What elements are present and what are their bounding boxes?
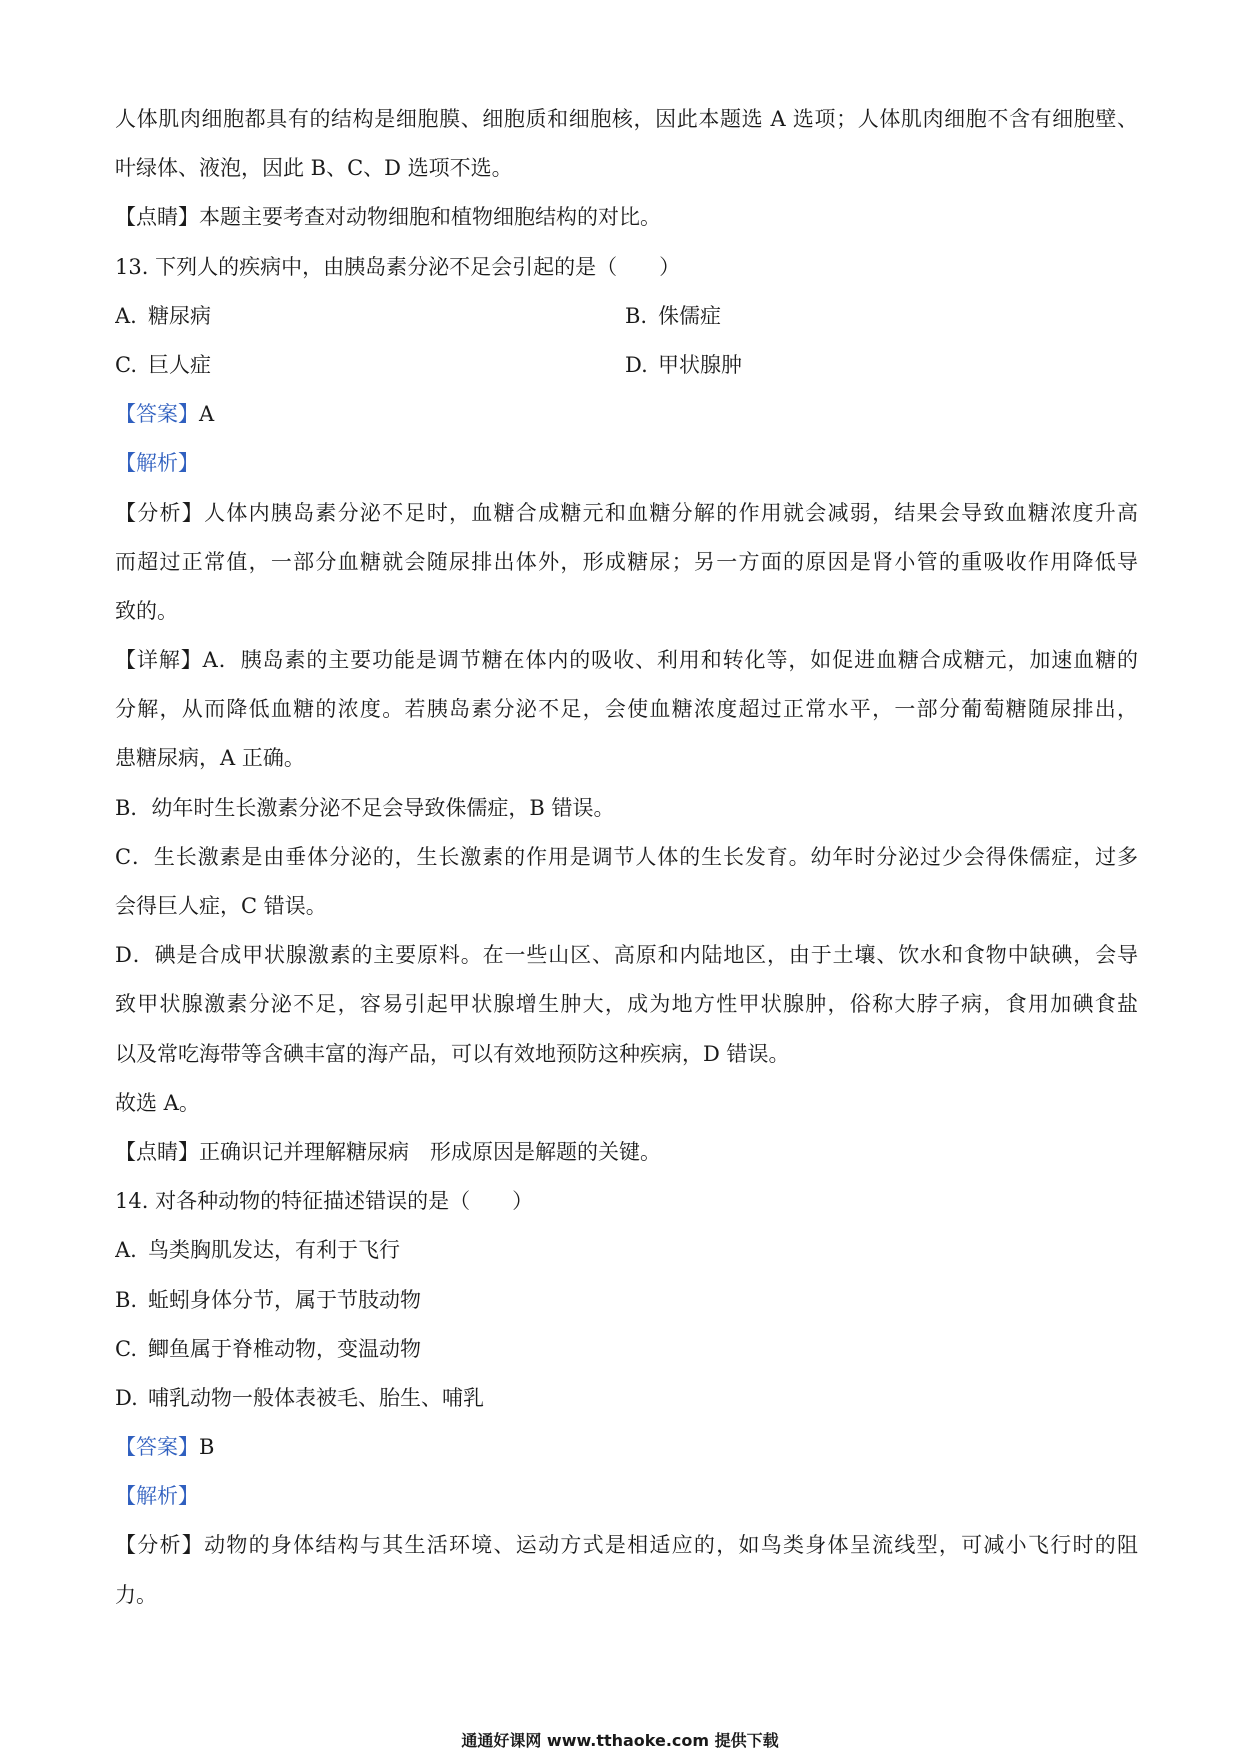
- option-text: 糖尿病: [148, 303, 211, 328]
- answer-line: [115, 1423, 1138, 1472]
- answer-label: 【答案】: [115, 402, 199, 427]
- option-label: A.: [115, 303, 137, 328]
- key-point-line: 【点睛】正确识记并理解糖尿病 形成原因是解题的关键。: [115, 1139, 661, 1164]
- solution-label: 【解析】: [115, 451, 199, 476]
- option-d: [115, 1374, 1138, 1423]
- option-label: B.: [625, 303, 648, 328]
- option-label: D.: [625, 352, 648, 377]
- option-label: A.: [115, 1238, 137, 1263]
- option-label: B.: [115, 1287, 138, 1312]
- option-text: 哺乳动物一般体表被毛、胎生、哺乳: [148, 1385, 484, 1410]
- solution-line: D．碘是合成甲状腺激素的主要原料。在一些山区、高原和内陆地区，由于土壤、饮水和食物中缺碘，会导: [115, 943, 1138, 968]
- option-c: [115, 1325, 1138, 1374]
- document-page: [115, 95, 1138, 1620]
- key-point-line: 【点睛】本题主要考查对动物细胞和植物细胞结构的对比。: [115, 205, 661, 230]
- option-b: [115, 1276, 1138, 1325]
- solution-line: 【分析】动物的身体结构与其生活环境、运动方式是相适应的，如鸟类身体呈流线型，可减小飞行时的阻: [115, 1533, 1138, 1558]
- option-label: D.: [115, 1385, 138, 1410]
- solution-line: 而超过正常值，一部分血糖就会随尿排出体外，形成糖尿；另一方面的原因是肾小管的重吸收作用降低导: [115, 549, 1138, 574]
- option-a: [115, 292, 625, 341]
- option-text: 蚯蚓身体分节，属于节肢动物: [148, 1287, 421, 1312]
- solution-line: 患糖尿病，A 正确。: [115, 746, 305, 771]
- solution-line: 故选 A。: [115, 1090, 200, 1115]
- question-14-stem: 14. 对各种动物的特征描述错误的是（ ）: [115, 1189, 534, 1214]
- solution-line: 力。: [115, 1582, 157, 1607]
- solution-line: 【详解】A．胰岛素的主要功能是调节糖在体内的吸收、利用和转化等，如促进血糖合成糖元，加速血糖的: [115, 648, 1138, 673]
- option-b: [625, 292, 1135, 341]
- question-13-stem: 13. 下列人的疾病中，由胰岛素分泌不足会引起的是（ ）: [115, 254, 681, 279]
- answer-value: A: [199, 402, 215, 427]
- carryover-line: 叶绿体、液泡，因此 B、C、D 选项不选。: [115, 156, 513, 181]
- question-13-options-row: [115, 341, 1138, 390]
- option-d: [625, 341, 1135, 390]
- page-footer: 通通好课网 www.tthaoke.com 提供下载: [461, 1731, 779, 1750]
- option-label: C.: [115, 352, 137, 377]
- option-c: [115, 341, 625, 390]
- solution-line: 以及常吃海带等含碘丰富的海产品，可以有效地预防这种疾病，D 错误。: [115, 1041, 790, 1066]
- solution-line: 致甲状腺激素分泌不足，容易引起甲状腺增生肿大，成为地方性甲状腺肿，俗称大脖子病，食用加碘食盐: [115, 992, 1138, 1017]
- solution-line: C．生长激素是由垂体分泌的，生长激素的作用是调节人体的生长发育。幼年时分泌过少会得侏儒症，过多: [115, 844, 1138, 869]
- answer-label: 【答案】: [115, 1435, 199, 1460]
- option-text: 巨人症: [148, 352, 211, 377]
- question-13-options-row: [115, 292, 1138, 341]
- option-text: 甲状腺肿: [658, 352, 742, 377]
- carryover-line: 人体肌肉细胞都具有的结构是细胞膜、细胞质和细胞核，因此本题选 A 选项；人体肌肉细胞不含有细胞壁、: [115, 107, 1138, 131]
- solution-line: 分解，从而降低血糖的浓度。若胰岛素分泌不足，会使血糖浓度超过正常水平，一部分葡萄糖随尿排出，: [115, 697, 1138, 722]
- option-text: 鸟类胸肌发达，有利于飞行: [148, 1238, 400, 1263]
- answer-value: B: [199, 1435, 215, 1460]
- option-a: [115, 1226, 1138, 1275]
- option-text: 鲫鱼属于脊椎动物，变温动物: [148, 1336, 421, 1361]
- solution-line: 【分析】人体内胰岛素分泌不足时，血糖合成糖元和血糖分解的作用就会减弱，结果会导致血糖浓度升高: [115, 500, 1138, 525]
- solution-label: 【解析】: [115, 1484, 199, 1509]
- solution-line: 致的。: [115, 598, 178, 623]
- answer-line: [115, 390, 1138, 439]
- solution-line: 会得巨人症，C 错误。: [115, 894, 327, 918]
- option-text: 侏儒症: [658, 303, 721, 328]
- option-label: C.: [115, 1336, 137, 1361]
- solution-line: B．幼年时生长激素分泌不足会导致侏儒症，B 错误。: [115, 795, 615, 820]
